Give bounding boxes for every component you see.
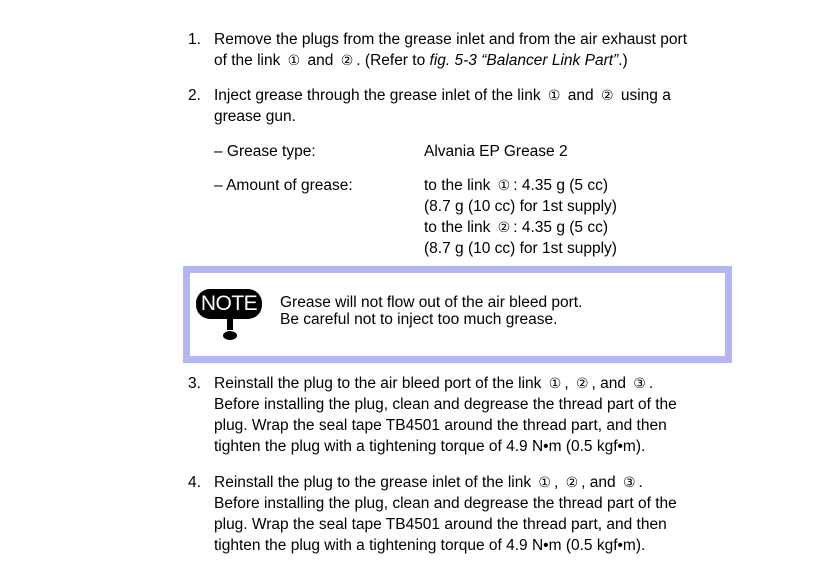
amount-value: : 4.35 g (5 cc) — [513, 177, 608, 194]
step-1-text-b: and — [307, 52, 334, 69]
step-2-text-c: using a — [620, 87, 671, 104]
grease-type-label: – Grease type: — [214, 143, 316, 160]
circled-2-icon: ② — [600, 88, 614, 104]
step-2-number: 2. — [188, 87, 201, 104]
step-4-number: 4. — [188, 474, 201, 491]
step-1-number: 1. — [188, 31, 201, 48]
separator: , and — [581, 474, 616, 491]
step-1-text-c: . (Refer to — [356, 52, 426, 69]
note-line-1: Grease will not flow out of the air bleed port. — [280, 294, 583, 311]
step-4-text — [214, 472, 677, 556]
step-1-text-a: of the link — [214, 52, 281, 69]
step-4-line-1 — [214, 472, 677, 493]
step-3-line-2: Before installing the plug, clean and degrease the thread part of the — [214, 396, 677, 413]
note-badge: NOTE — [196, 289, 262, 319]
circled-2-icon: ② — [340, 53, 354, 69]
note-text — [280, 294, 582, 328]
step-3-line-1 — [214, 373, 677, 394]
step-3-text-a: Reinstall the plug to the air bleed port of the link — [214, 375, 542, 392]
circled-1-icon: ① — [548, 376, 562, 392]
grease-amount-line-3 — [424, 217, 617, 238]
step-4-line-3: plug. Wrap the seal tape TB4501 around the thread part, and then — [214, 516, 667, 533]
circled-1-icon: ① — [287, 53, 301, 69]
step-2-text-b: and — [567, 87, 594, 104]
step-1-text-d: .) — [618, 52, 628, 69]
amount-text: to the link — [424, 177, 491, 194]
circled-3-icon: ③ — [622, 475, 636, 491]
note-pin-icon — [223, 331, 237, 340]
step-1-line-1: Remove the plugs from the grease inlet and from the air exhaust port — [214, 31, 687, 48]
step-3-line-3: plug. Wrap the seal tape TB4501 around the thread part, and then — [214, 417, 667, 434]
step-4-text-a: Reinstall the plug to the grease inlet of the link — [214, 474, 532, 491]
step-3-text — [214, 373, 677, 457]
step-3-line-4: tighten the plug with a tightening torque of 4.9 N•m (0.5 kgf•m). — [214, 438, 646, 455]
amount-text: to the link — [424, 219, 491, 236]
amount-value: : 4.35 g (5 cc) — [513, 219, 608, 236]
circled-1-icon: ① — [547, 88, 561, 104]
step-2-text-a: Inject grease through the grease inlet of the link — [214, 87, 541, 104]
step-2-line-1 — [214, 85, 671, 106]
note-line-2: Be careful not to inject too much grease. — [280, 311, 558, 328]
grease-amount-label: – Amount of grease: — [214, 177, 353, 194]
period: . — [638, 474, 643, 491]
period: . — [648, 375, 654, 392]
grease-amount-line-4: (8.7 g (10 cc) for 1st supply) — [424, 240, 617, 257]
circled-1-icon: ① — [497, 178, 511, 194]
circled-2-icon: ② — [575, 376, 589, 392]
step-1-line-2 — [214, 50, 687, 71]
separator: , and — [591, 375, 626, 392]
circled-3-icon: ③ — [633, 376, 646, 392]
note-pin-stem — [227, 318, 233, 330]
step-1-text — [214, 29, 687, 71]
circled-1-icon: ① — [538, 475, 551, 491]
step-3-number: 3. — [188, 375, 201, 392]
figure-reference-link[interactable]: fig. 5-3 “Balancer Link Part” — [429, 52, 619, 69]
step-4-line-2: Before installing the plug, clean and degrease the thread part of the — [214, 495, 677, 512]
separator: , — [564, 375, 569, 392]
grease-amount-line-1 — [424, 175, 617, 196]
separator: , — [553, 474, 559, 491]
circled-2-icon: ② — [565, 475, 579, 491]
step-2-text — [214, 85, 671, 127]
step-4-line-4: tighten the plug with a tightening torque of 4.9 N•m (0.5 kgf•m). — [214, 537, 646, 554]
circled-2-icon: ② — [497, 220, 511, 236]
step-2-line-2: grease gun. — [214, 108, 296, 125]
grease-type-value: Alvania EP Grease 2 — [424, 143, 568, 160]
grease-amount-line-2: (8.7 g (10 cc) for 1st supply) — [424, 198, 617, 215]
grease-amount-values — [424, 175, 617, 259]
